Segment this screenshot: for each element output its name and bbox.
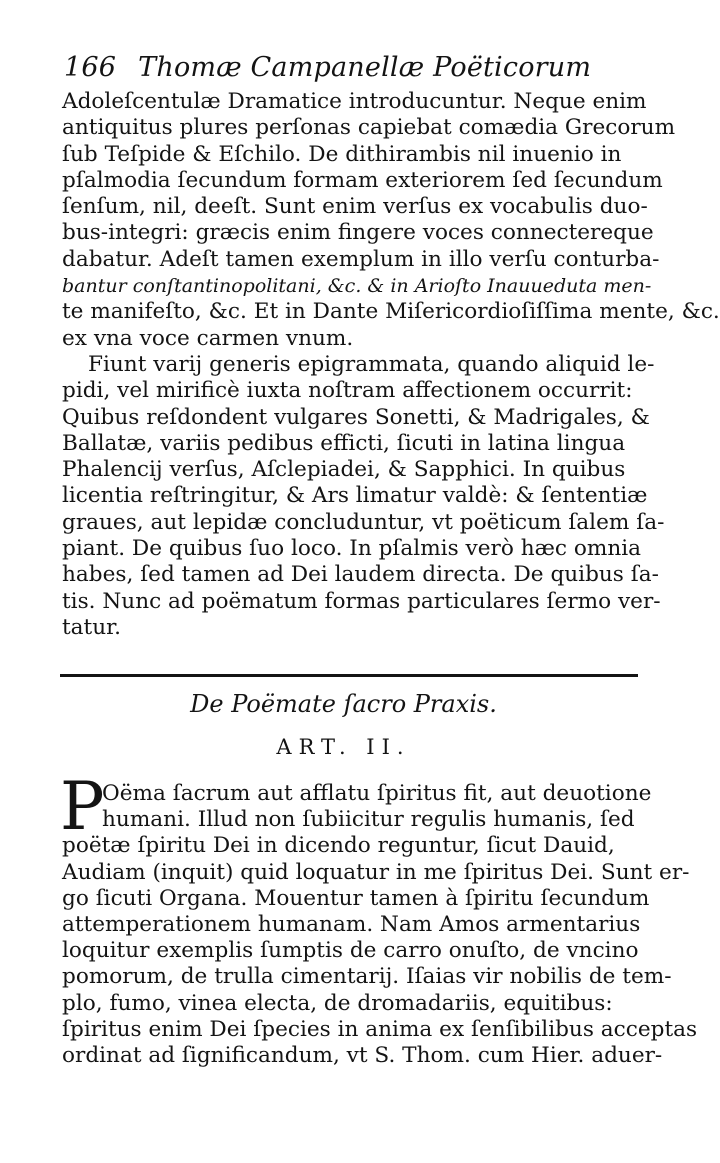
text-line: Phalencij verſus, Aſclepiadei, & Sapphici. In quibus [62,457,626,483]
text-line: humani. Illud non ſubiicitur regulis humanis, ſed [102,807,635,833]
text-line: go ſicuti Organa. Mouentur tamen à ſpiritu ſecundum [62,885,650,911]
text-line: Ballatæ, variis pedibus efficti, ſicuti in latina lingua [62,430,626,456]
running-header [64,52,634,83]
text-line: Quibus reſdondent vulgares Sonetti, & Madrigales, & [62,404,650,430]
text-line: pſalmodia ſecundum formam exteriorem ſed ſecundum [62,167,663,193]
text-line: plo, fumo, vinea electa, de dromadariis, equitibus: [62,990,613,1016]
article-label: ART. II. [276,735,411,759]
text-line: ſub Teſpide & Eſchilo. De dithirambis nil inuenio in [62,141,622,167]
text-line: ſpiritus enim Dei ſpecies in anima ex ſenſibilibus acceptas [62,1016,698,1042]
text-line: Adoleſcentulæ Dramatice introducuntur. Neque enim [62,89,647,114]
text-line: tatur. [62,614,121,640]
text-line: pomorum, de trulla cimentarij. Iſaias vir nobilis de tem- [62,964,672,990]
text-line: ex vna voce carmen vnum. [62,325,354,351]
text-line: antiquitus plures perſonas capiebat comædia Grecorum [62,115,676,141]
text-line: graues, aut lepidæ concluduntur, vt poëticum ſalem ſa- [62,509,665,535]
section-title: De Poëmate ſacro Praxis. [190,690,497,718]
running-title: Thomæ Campanellæ Poëticorum [138,52,592,83]
text-line: habes, ſed tamen ad Dei laudem directa. De quibus ſa- [62,562,659,588]
text-line: poëtæ ſpiritu Dei in dicendo reguntur, ſicut Dauid, [62,833,615,859]
text-line: bus-integri: græcis enim fingere voces connectereque [62,220,654,246]
text-line: ordinat ad ſignificandum, vt S. Thom. cum Hier. aduer- [62,1043,663,1069]
text-line: Oëma ſacrum aut afflatu ſpiritus fit, aut deuotione [102,781,652,806]
text-line: Fiunt varij generis epigrammata, quando aliquid le- [88,351,655,377]
text-line: loquitur exemplis ſumptis de carro onuſto, de vncino [62,938,639,964]
text-line: licentia reſtringitur, & Ars limatur valdè: & ſententiæ [62,483,648,509]
body-text-block [62,89,720,641]
section-divider [60,674,638,677]
text-line: pidi, vel mirificè iuxta noſtram affectionem occurrit: [62,378,633,404]
drop-cap: P [60,768,105,845]
text-line: te manifeſto, &c. Et in Dante Miſericordioſiſſima mente, &c. [62,299,720,325]
text-line: piant. De quibus ſuo loco. In pſalmis verò hæc omnia [62,536,642,562]
text-line: ſenſum, nil, deeſt. Sunt enim verſus ex vocabulis duo- [62,194,648,220]
text-line: tis. Nunc ad poëmatum formas particulares ſermo ver- [62,588,661,614]
text-line: bantur conſtantinopolitani, &c. & in Arioſto Inauueduta men- [62,275,652,298]
text-line: dabatur. Adeſt tamen exemplum in illo verſu conturba- [62,246,660,272]
body-text-block [62,781,698,1069]
text-line: attemperationem humanam. Nam Amos armentarius [62,912,641,938]
page-number: 166 [64,52,117,83]
text-line: Audiam (inquit) quid loquatur in me ſpiritus Dei. Sunt er- [62,859,690,885]
